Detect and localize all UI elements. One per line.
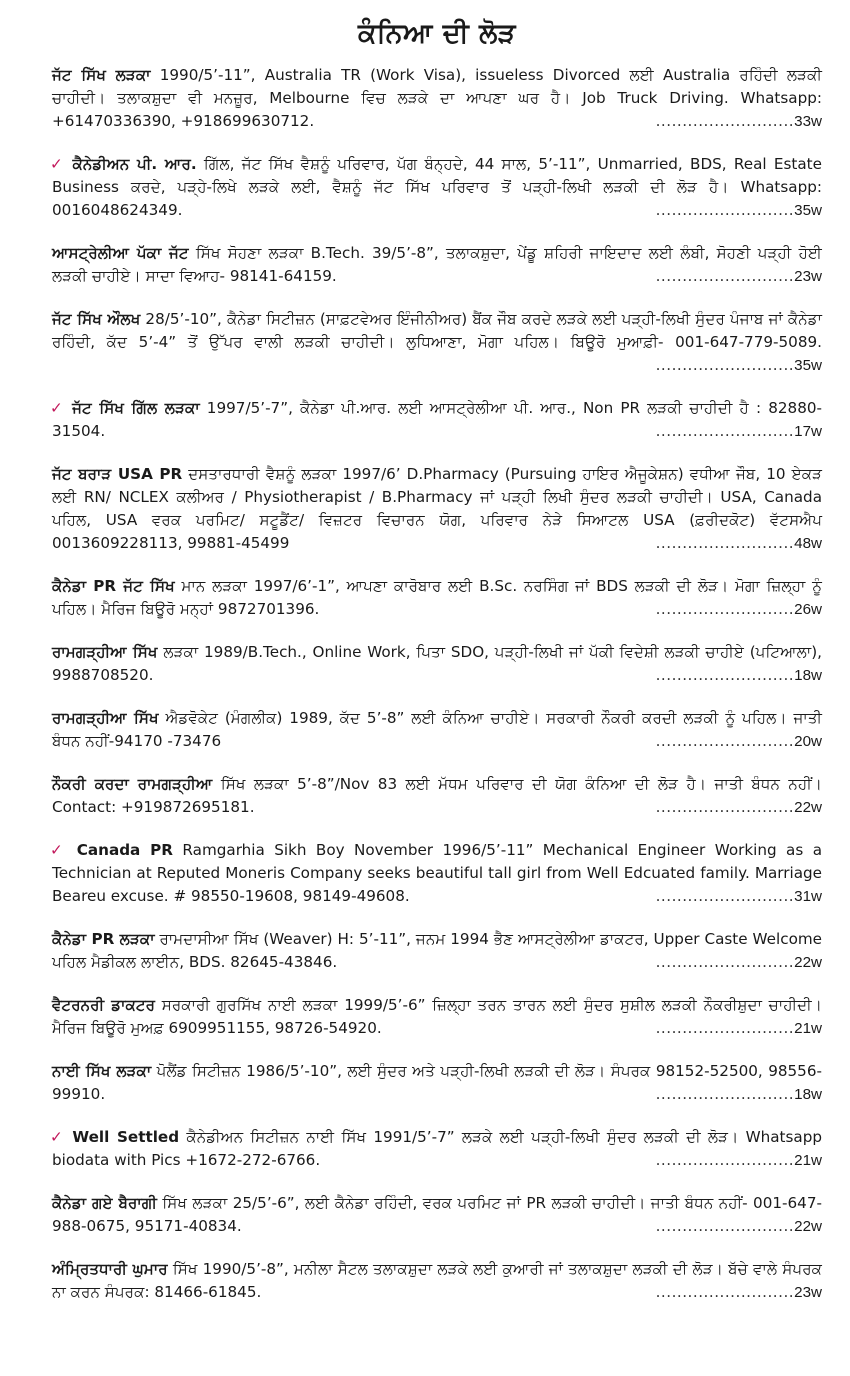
dot-leader: .......................... — [655, 798, 795, 816]
word-count-label: 21w — [794, 1152, 822, 1169]
ad-lead: ਰਾਮਗੜ੍ਹੀਆ ਸਿੱਖ — [52, 643, 158, 661]
classified-ad — [52, 463, 822, 555]
word-count-label: 20w — [794, 733, 822, 750]
word-count-label: 23w — [794, 268, 822, 285]
ad-lead: Canada PR — [76, 841, 174, 859]
classified-ad — [52, 773, 822, 819]
word-count-label: 23w — [794, 1284, 822, 1301]
word-count-label: 22w — [794, 954, 822, 971]
classified-ad — [52, 64, 822, 133]
classified-ad — [52, 707, 822, 753]
word-count-label: 22w — [794, 799, 822, 816]
ad-lead: ਜੱਟ ਸਿੱਖ ਗਿੱਲ ਲੜਕਾ — [72, 399, 200, 417]
ad-body: ਸਿੱਖ ਲੜਕਾ 25/5’-6”, ਲਈ ਕੈਨੇਡਾ ਰਹਿੰਦੀ, ਵਰਕ ਪਰਮਿਟ ਜਾਂ PR ਲੜਕੀ ਚਾਹੀਦੀ। ਜਾਤੀ ਬੰਧਨ ਨਹੀਂ- 001-647-988-0675, 95171-40834. — [52, 1194, 822, 1235]
ad-lead: ਜੱਟ ਸਿੱਖ ਔਲਖ — [52, 310, 141, 328]
word-count-label: 35w — [794, 202, 822, 219]
dot-leader: .......................... — [655, 112, 795, 130]
dot-leader: .......................... — [655, 887, 795, 905]
ad-body: ਲੜਕਾ 1989/B.Tech., Online Work, ਪਿਤਾ SDO, ਪੜ੍ਹੀ-ਲਿਖੀ ਜਾਂ ਪੱਕੀ ਵਿਦੇਸ਼ੀ ਲੜਕੀ ਚਾਹੀਏ (ਪਟਿਆਲਾ), 9988708520. — [52, 643, 822, 684]
ad-body: ਮਾਨ ਲੜਕਾ 1997/6’-1”, ਆਪਣਾ ਕਾਰੋਬਾਰ ਲਈ B.Sc. ਨਰਸਿੰਗ ਜਾਂ BDS ਲੜਕੀ ਦੀ ਲੋੜ। ਮੋਗਾ ਜ਼ਿਲ੍ਹਾ ਨੂੰ ਪਹਿਲ। ਮੈਰਿਜ ਬਿਊਰੋ ਮਨ੍ਹਾਂ 9872701396. — [52, 577, 822, 618]
dot-leader: .......................... — [655, 356, 795, 374]
word-count-label: 48w — [794, 535, 822, 552]
classified-ad — [52, 1126, 822, 1172]
ad-lead: Well Settled — [72, 1128, 180, 1146]
word-count-label: 26w — [794, 601, 822, 618]
ad-lead: ਕੈਨੇਡਾ PR ਜੱਟ ਸਿੱਖ — [52, 577, 175, 595]
ad-word-count — [52, 1083, 822, 1106]
ad-lead: ਨੌਕਰੀ ਕਰਦਾ ਰਾਮਗੜ੍ਹੀਆ — [52, 775, 213, 793]
ad-body: 1997/5’-7”, ਕੈਨੇਡਾ ਪੀ.ਆਰ. ਲਈ ਆਸਟ੍ਰੇਲੀਆ ਪੀ. ਆਰ., Non PR ਲੜਕੀ ਚਾਹੀਦੀ ਹੈ : 82880-31504. — [52, 399, 822, 440]
ad-body: ਸਿੱਖ ਸੋਹਣਾ ਲੜਕਾ B.Tech. 39/5’-8”, ਤਲਾਕਸ਼ੁਦਾ, ਪੇਂਡੂ ਸ਼ਹਿਰੀ ਜਾਇਦਾਦ ਲਈ ਲੰਬੀ, ਸੋਹਣੀ ਪੜ੍ਹੀ ਹੋਈ ਲੜਕੀ ਚਾਹੀਏ। ਸਾਦਾ ਵਿਆਹ- 98141-64159. — [52, 244, 822, 285]
classified-ad — [52, 153, 822, 222]
classified-ad — [52, 575, 822, 621]
word-count-label: 33w — [794, 113, 822, 130]
word-count-label: 18w — [794, 1086, 822, 1103]
dot-leader: .......................... — [655, 201, 795, 219]
word-count-label: 18w — [794, 667, 822, 684]
ad-body: ਸਿੱਖ 1990/5’-8”, ਮਨੀਲਾ ਸੈਟਲ ਤਲਾਕਸ਼ੁਦਾ ਲੜਕੇ ਲਈ ਕੁਆਰੀ ਜਾਂ ਤਲਾਕਸ਼ੁਦਾ ਲੜਕੀ ਦੀ ਲੋੜ। ਬੱਚੇ ਵਾਲੇ ਸੰਪਰਕ ਨਾ ਕਰਨ ਸੰਪਰਕ: 81466-61845. — [52, 1260, 822, 1301]
dot-leader: .......................... — [655, 1151, 795, 1169]
checkmark-icon: ✓ — [50, 1128, 73, 1146]
classified-ad — [52, 928, 822, 974]
ad-lead: ਵੈਟਰਨਰੀ ਡਾਕਟਰ — [52, 996, 156, 1014]
ad-body: ਸਰਕਾਰੀ ਗੁਰਸਿੱਖ ਨਾਈ ਲੜਕਾ 1999/5’-6” ਜ਼ਿਲ੍ਹਾ ਤਰਨ ਤਾਰਨ ਲਈ ਸੁੰਦਰ ਸੁਸ਼ੀਲ ਲੜਕੀ ਨੌਕਰੀਸ਼ੁਦਾ ਚਾਹੀਦੀ। ਮੈਰਿਜ ਬਿਊਰੋ ਮੁਅਫ਼ 6909951155, 98726-54920. — [52, 996, 822, 1037]
ad-lead: ਕੈਨੇਡਾ ਗਏ ਬੈਰਾਗੀ — [52, 1194, 157, 1212]
ad-body: ਪੋਲੈਂਡ ਸਿਟੀਜ਼ਨ 1986/5’-10”, ਲਈ ਸੁੰਦਰ ਅਤੇ ਪੜ੍ਹੀ-ਲਿਖੀ ਲੜਕੀ ਦੀ ਲੋੜ। ਸੰਪਰਕ 98152-52500, 98556-99910. — [52, 1062, 822, 1103]
classified-ad — [52, 1060, 822, 1106]
ad-body: ਕੈਨੇਡੀਅਨ ਸਿਟੀਜ਼ਨ ਨਾਈ ਸਿੱਖ 1991/5’-7” ਲੜਕੇ ਲਈ ਪੜ੍ਹੀ-ਲਿਖੀ ਸੁੰਦਰ ਲੜਕੀ ਦੀ ਲੋੜ। Whatsapp biodata with Pics +1672-272-6766. — [52, 1128, 822, 1169]
ad-word-count — [52, 354, 822, 377]
dot-leader: .......................... — [655, 953, 795, 971]
word-count-label: 35w — [794, 357, 822, 374]
classified-ad — [52, 1258, 822, 1304]
dot-leader: .......................... — [655, 1085, 795, 1103]
ad-body: 1990/5’-11”, Australia TR (Work Visa), issueless Divorced ਲਈ Australia ਰਹਿੰਦੀ ਲੜਕੀ ਚਾਹੀਦੀ। ਤਲਾਕਸ਼ੁਦਾ ਵੀ ਮਨਜ਼ੂਰ, Melbourne ਵਿਚ ਲੜਕੇ ਦਾ ਆਪਣਾ ਘਰ ਹੈ। Job Truck Driving. Whatsapp: +61470336390, +918699630712. — [52, 66, 822, 130]
classified-ad — [52, 839, 822, 908]
word-count-label: 17w — [794, 423, 822, 440]
classified-ad — [52, 994, 822, 1040]
ad-word-count — [52, 664, 822, 687]
dot-leader: .......................... — [655, 1019, 795, 1037]
classified-ad — [52, 242, 822, 288]
ad-lead: ਜੱਟ ਸਿੱਖ ਲੜਕਾ — [52, 66, 151, 84]
checkmark-icon: ✓ — [50, 841, 77, 859]
classified-ad — [52, 1192, 822, 1238]
classified-ad — [52, 641, 822, 687]
ad-body: ਦਸਤਾਰਧਾਰੀ ਵੈਸ਼ਨੂੰ ਲੜਕਾ 1997/6’ D.Pharmacy (Pursuing ਹਾਇਰ ਐਜੂਕੇਸ਼ਨ) ਵਧੀਆ ਜੌਬ, 10 ਏਕੜ ਲਈ RN/ NCLEX ਕਲੀਅਰ / Physiotherapist / B.Pharmacy ਜਾਂ ਪੜ੍ਹੀ ਲਿਖੀ ਸੁੰਦਰ ਲੜਕੀ ਚਾਹੀਦੀ। USA, Canada ਪਹਿਲ, USA ਵਰਕ ਪਰਮਿਟ/ ਸਟੂਡੈਂਟ/ ਵਿਜ਼ਟਰ ਵਿਚਾਰਨ ਯੋਗ, ਪਰਿਵਾਰ ਨੇੜੇ ਸਿਆਟਲ USA (ਫ਼ਰੀਦਕੋਟ) ਵੱਟਸਐਪ 0013609228113, 99881-45499 — [52, 465, 822, 552]
classified-ad — [52, 308, 822, 377]
word-count-label: 22w — [794, 1218, 822, 1235]
ad-word-count — [52, 420, 822, 443]
dot-leader: .......................... — [655, 600, 795, 618]
dot-leader: .......................... — [655, 534, 795, 552]
checkmark-icon: ✓ — [50, 399, 73, 417]
ad-body: ਗਿੱਲ, ਜੱਟ ਸਿੱਖ ਵੈਸ਼ਨੂੰ ਪਰਿਵਾਰ, ਪੱਗ ਬੰਨ੍ਹਦੇ, 44 ਸਾਲ, 5’-11”, Unmarried, BDS, Real Estate Business ਕਰਦੇ, ਪੜ੍ਹੇ-ਲਿਖੇ ਲੜਕੇ ਲਈ, ਵੈਸ਼ਨੂੰ ਜੱਟ ਸਿੱਖ ਪਰਿਵਾਰ ਤੋਂ ਪੜ੍ਹੀ-ਲਿਖੀ ਲੜਕੀ ਦੀ ਲੋੜ ਹੈ। Whatsapp: 0016048624349. — [52, 155, 822, 219]
classified-ad — [52, 397, 822, 443]
ad-lead: ਜੱਟ ਬਰਾੜ USA PR — [52, 465, 183, 483]
ads-list — [52, 64, 822, 1304]
ad-body: ਰਾਮਦਾਸੀਆ ਸਿੱਖ (Weaver) H: 5’-11”, ਜਨਮ 1994 ਭੈਣ ਆਸਟ੍ਰੇਲੀਆ ਡਾਕਟਰ, Upper Caste Welcome ਪਹਿਲ ਮੈਡੀਕਲ ਲਾਈਨ, BDS. 82645-43846. — [52, 930, 822, 971]
page-title: ਕੰਨਿਆ ਦੀ ਲੋੜ — [357, 18, 517, 49]
ad-body: ਐਡਵੋਕੇਟ (ਮੰਗਲੀਕ) 1989, ਕੱਦ 5’-8” ਲਈ ਕੰਨਿਆ ਚਾਹੀਏ। ਸਰਕਾਰੀ ਨੌਕਰੀ ਕਰਦੀ ਲੜਕੀ ਨੂੰ ਪਹਿਲ। ਜਾਤੀ ਬੰਧਨ ਨਹੀਂ-94170 -73476 — [52, 709, 822, 750]
dot-leader: .......................... — [655, 267, 795, 285]
dot-leader: .......................... — [655, 732, 795, 750]
dot-leader: .......................... — [655, 422, 795, 440]
dot-leader: .......................... — [655, 1283, 795, 1301]
ad-lead: ਕੈਨੇਡੀਅਨ ਪੀ. ਆਰ. — [72, 155, 197, 173]
ad-lead: ਰਾਮਗੜ੍ਹੀਆ ਸਿੱਖ — [52, 709, 159, 727]
dot-leader: .......................... — [655, 666, 795, 684]
checkmark-icon: ✓ — [50, 155, 73, 173]
ad-body: Ramgarhia Sikh Boy November 1996/5’-11” Mechanical Engineer Working as a Technician at Reputed Moneris Company seeks beautiful tall girl from Well Edcuated family. Marriage Beareu excuse. # 98550-19608, 98149-49608. — [52, 841, 822, 905]
dot-leader: .......................... — [655, 1217, 795, 1235]
ad-body: ਸਿੱਖ ਲੜਕਾ 5’-8”/Nov 83 ਲਈ ਮੱਧਮ ਪਰਿਵਾਰ ਦੀ ਯੋਗ ਕੰਨਿਆ ਦੀ ਲੋੜ ਹੈ। ਜਾਤੀ ਬੰਧਨ ਨਹੀਂ। Contact: +919872695181. — [52, 775, 822, 816]
ad-lead: ਕੈਨੇਡਾ PR ਲੜਕਾ — [52, 930, 155, 948]
ad-body: 28/5’-10”, ਕੈਨੇਡਾ ਸਿਟੀਜ਼ਨ (ਸਾਫ਼ਟਵੇਅਰ ਇੰਜੀਨੀਅਰ) ਬੈਂਕ ਜੌਬ ਕਰਦੇ ਲੜਕੇ ਲਈ ਪੜ੍ਹੀ-ਲਿਖੀ ਸੁੰਦਰ ਪੰਜਾਬ ਜਾਂ ਕੈਨੇਡਾ ਰਹਿੰਦੀ, ਕੱਦ 5’-4” ਤੋਂ ਉੱਪਰ ਵਾਲੀ ਲੜਕੀ ਚਾਹੀਦੀ। ਲੁਧਿਆਣਾ, ਮੋਗਾ ਪਹਿਲ। ਬਿਊਰੋ ਮੁਆਫ਼ੀ- 001-647-779-5089. — [52, 310, 822, 351]
ad-lead: ਅੰਮ੍ਰਿਤਧਾਰੀ ਘੁਮਾਰ — [52, 1260, 168, 1278]
word-count-label: 31w — [794, 888, 822, 905]
ad-lead: ਨਾਈ ਸਿੱਖ ਲੜਕਾ — [52, 1062, 152, 1080]
ad-lead: ਆਸਟ੍ਰੇਲੀਆ ਪੱਕਾ ਜੱਟ — [52, 244, 189, 262]
word-count-label: 21w — [794, 1020, 822, 1037]
